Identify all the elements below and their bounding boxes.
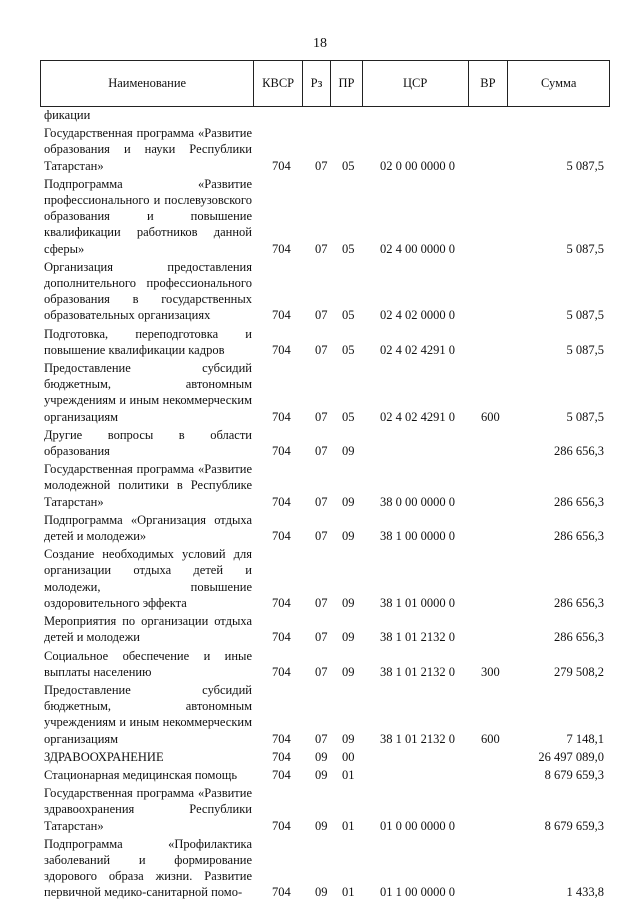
table-row: [44, 461, 610, 512]
cell-csr: 02 4 00 0000 0: [380, 241, 455, 256]
cell-kvsr: 704: [272, 664, 291, 679]
column-header-vr: ВР: [469, 61, 509, 106]
cell-pr: 05: [342, 409, 355, 424]
cell-kvsr: 704: [272, 731, 291, 746]
cell-pr: 05: [342, 308, 355, 323]
table-row: [44, 613, 610, 647]
cell-csr: 38 1 01 0000 0: [380, 595, 455, 610]
cell-name: Подпрограмма «Развитие профессионального и послевузовского образования и повышение квалификации работников данной сферы»: [44, 176, 252, 256]
cell-kvsr: 704: [272, 494, 291, 509]
cell-kvsr: 704: [272, 818, 291, 833]
cell-pr: 01: [342, 818, 355, 833]
cell-name: Другие вопросы в области образования: [44, 427, 252, 459]
cell-rz: 07: [315, 241, 328, 256]
cell-name: Подпрограмма «Организация отдыха детей и молодежи»: [44, 512, 252, 544]
cell-sum: 5 087,5: [566, 342, 604, 357]
cell-sum: 286 656,3: [554, 630, 604, 645]
cell-rz: 07: [315, 529, 328, 544]
cell-sum: 279 508,2: [554, 664, 604, 679]
cell-kvsr: 704: [272, 444, 291, 459]
page-number: 18: [313, 36, 327, 51]
cell-csr: 38 1 01 2132 0: [380, 630, 455, 645]
cell-pr: 05: [342, 158, 355, 173]
column-header-csr: ЦСР: [363, 61, 469, 106]
cell-kvsr: 704: [272, 595, 291, 610]
cell-csr: 38 0 00 0000 0: [380, 494, 455, 509]
cell-csr: 01 1 00 0000 0: [380, 885, 455, 900]
cell-rz: 07: [315, 630, 328, 645]
table-row: [44, 682, 610, 749]
cell-sum: 8 679 659,3: [544, 818, 604, 833]
column-header-kvsr: КВСР: [254, 61, 303, 106]
cell-csr: 01 0 00 0000 0: [380, 818, 455, 833]
column-header-pr: ПР: [331, 61, 363, 106]
cell-pr: 05: [342, 342, 355, 357]
cell-sum: 5 087,5: [566, 241, 604, 256]
cell-name: фикации: [44, 108, 91, 122]
cell-sum: 5 087,5: [566, 409, 604, 424]
cell-pr: 09: [342, 664, 355, 679]
cell-rz: 07: [315, 409, 328, 424]
cell-sum: 286 656,3: [554, 494, 604, 509]
table-row: [44, 360, 610, 427]
cell-pr: 09: [342, 630, 355, 645]
cell-kvsr: 704: [272, 767, 291, 782]
cell-pr: 09: [342, 595, 355, 610]
cell-sum: 286 656,3: [554, 595, 604, 610]
table-body: [44, 107, 610, 903]
table-row: [44, 512, 610, 546]
cell-sum: 286 656,3: [554, 444, 604, 459]
cell-kvsr: 704: [272, 409, 291, 424]
cell-rz: 07: [315, 308, 328, 323]
cell-pr: 01: [342, 885, 355, 900]
cell-vr: 600: [481, 409, 500, 424]
table-row: [44, 326, 610, 360]
cell-csr: 02 4 02 4291 0: [380, 342, 455, 357]
cell-kvsr: 704: [272, 529, 291, 544]
cell-kvsr: 704: [272, 885, 291, 900]
cell-name: Государственная программа «Развитие здравоохранения Республики Татарстан»: [44, 786, 252, 833]
table-row: [44, 107, 610, 125]
cell-csr: 38 1 00 0000 0: [380, 529, 455, 544]
cell-name: Создание необходимых условий для организации отдыха детей и молодежи, повышение оздоровительного эффекта: [44, 547, 252, 610]
cell-csr: 38 1 01 2132 0: [380, 664, 455, 679]
cell-rz: 07: [315, 595, 328, 610]
cell-kvsr: 704: [272, 308, 291, 323]
cell-kvsr: 704: [272, 749, 291, 764]
cell-name: Предоставление субсидий бюджетным, автономным учреждениям и иным некоммерческим организациям: [44, 361, 252, 424]
cell-pr: 05: [342, 241, 355, 256]
cell-name: Мероприятия по организации отдыха детей и молодежи: [44, 614, 252, 645]
cell-pr: 09: [342, 494, 355, 509]
cell-sum: 26 497 089,0: [538, 749, 604, 764]
table-row: [44, 749, 610, 767]
cell-name: Государственная программа «Развитие молодежной политики в Республике Татарстан»: [44, 462, 252, 509]
cell-pr: 01: [342, 767, 355, 782]
cell-vr: 300: [481, 664, 500, 679]
cell-rz: 07: [315, 342, 328, 357]
column-header-name: Наименование: [41, 61, 254, 106]
cell-name: Подпрограмма «Профилактика заболеваний и формирование здорового образа жизни. Развитие первичной медико-санитарной помо-: [44, 836, 252, 900]
table-row: [44, 176, 610, 259]
cell-rz: 09: [315, 767, 328, 782]
cell-name: Предоставление субсидий бюджетным, автономным учреждениям и иным некоммерческим организациям: [44, 682, 252, 746]
cell-kvsr: 704: [272, 158, 291, 173]
table-row: [44, 836, 610, 903]
cell-kvsr: 704: [272, 241, 291, 256]
cell-rz: 07: [315, 444, 328, 459]
cell-vr: 600: [481, 731, 500, 746]
cell-rz: 09: [315, 749, 328, 764]
cell-name: Государственная программа «Развитие образования и науки Республики Татарстан»: [44, 126, 252, 173]
cell-pr: 09: [342, 444, 355, 459]
cell-sum: 7 148,1: [566, 731, 604, 746]
cell-sum: 5 087,5: [566, 308, 604, 323]
table-row: [44, 785, 610, 836]
cell-rz: 07: [315, 158, 328, 173]
cell-pr: 00: [342, 749, 355, 764]
cell-csr: 02 4 02 0000 0: [380, 308, 455, 323]
cell-rz: 09: [315, 885, 328, 900]
column-header-sum: Сумма: [540, 76, 577, 90]
cell-sum: 8 679 659,3: [544, 767, 604, 782]
cell-csr: 02 4 02 4291 0: [380, 409, 455, 424]
cell-pr: 09: [342, 529, 355, 544]
cell-name: ЗДРАВООХРАНЕНИЕ: [44, 749, 164, 764]
cell-name: Социальное обеспечение и иные выплаты населению: [44, 648, 252, 679]
table-row: [44, 259, 610, 326]
table-row: [44, 767, 610, 785]
table-row: [44, 546, 610, 613]
cell-csr: 38 1 01 2132 0: [380, 731, 455, 746]
table-row: [44, 648, 610, 682]
cell-rz: 07: [315, 731, 328, 746]
cell-sum: 5 087,5: [566, 158, 604, 173]
column-header-rz: Рз: [303, 61, 331, 106]
cell-pr: 09: [342, 731, 355, 746]
table-row: [44, 125, 610, 176]
cell-sum: 1 433,8: [566, 885, 604, 900]
cell-name: Подготовка, переподготовка и повышение квалификации кадров: [44, 326, 252, 357]
cell-sum: 286 656,3: [554, 529, 604, 544]
cell-kvsr: 704: [272, 630, 291, 645]
cell-kvsr: 704: [272, 342, 291, 357]
cell-name: Стационарная медицинская помощь: [44, 767, 238, 782]
table-header: [40, 60, 610, 107]
cell-rz: 07: [315, 494, 328, 509]
cell-rz: 07: [315, 664, 328, 679]
cell-rz: 09: [315, 818, 328, 833]
cell-csr: 02 0 00 0000 0: [380, 158, 455, 173]
cell-name: Организация предоставления дополнительного профессионального образования в государственных образовательных организациях: [44, 259, 252, 323]
table-row: [44, 427, 610, 461]
